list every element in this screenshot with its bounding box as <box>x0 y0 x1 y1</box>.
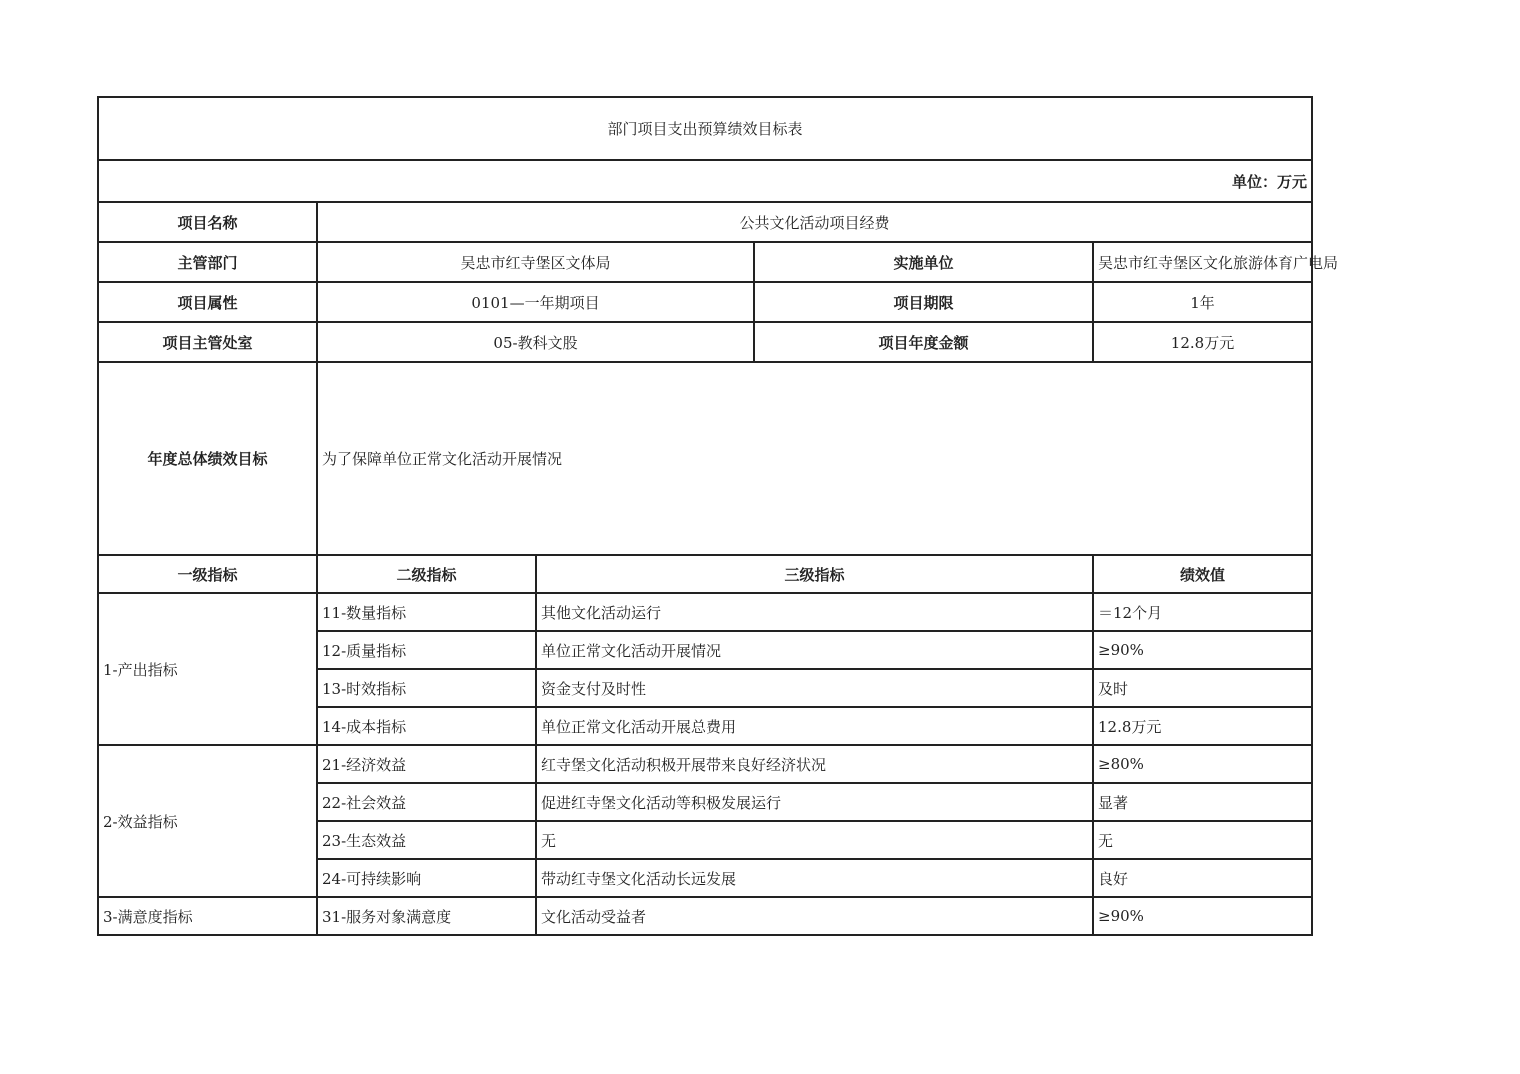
level2-indicator: 14-成本指标 <box>317 707 536 745</box>
performance-value: ≥80% <box>1093 745 1312 783</box>
level3-indicator: 无 <box>536 821 1093 859</box>
level3-indicator: 资金支付及时性 <box>536 669 1093 707</box>
level3-indicator: 红寺堡文化活动积极开展带来良好经济状况 <box>536 745 1093 783</box>
level3-indicator: 促进红寺堡文化活动等积极发展运行 <box>536 783 1093 821</box>
indicator-row <box>98 745 1312 783</box>
project-name-value: 公共文化活动项目经费 <box>317 202 1312 242</box>
dept-label: 主管部门 <box>98 242 317 282</box>
level1-indicator: 1-产出指标 <box>98 593 317 745</box>
header-level3: 三级指标 <box>536 555 1093 593</box>
header-level1: 一级指标 <box>98 555 317 593</box>
dept-value: 吴忠市红寺堡区文体局 <box>317 242 754 282</box>
office-label: 项目主管处室 <box>98 322 317 362</box>
performance-value: 显著 <box>1093 783 1312 821</box>
level2-indicator: 23-生态效益 <box>317 821 536 859</box>
performance-value: 12.8万元 <box>1093 707 1312 745</box>
header-level2: 二级指标 <box>317 555 536 593</box>
level2-indicator: 22-社会效益 <box>317 783 536 821</box>
impl-value: 吴忠市红寺堡区文化旅游体育广电局 <box>1093 242 1312 282</box>
level2-indicator: 13-时效指标 <box>317 669 536 707</box>
amount-label: 项目年度金额 <box>754 322 1093 362</box>
level3-indicator: 文化活动受益者 <box>536 897 1093 935</box>
performance-value: ≥90% <box>1093 631 1312 669</box>
office-value: 05-教科文股 <box>317 322 754 362</box>
project-name-label: 项目名称 <box>98 202 317 242</box>
page-title: 部门项目支出预算绩效目标表 <box>98 97 1312 160</box>
indicator-row <box>98 897 1312 935</box>
performance-value: ＝12个月 <box>1093 593 1312 631</box>
level3-indicator: 其他文化活动运行 <box>536 593 1093 631</box>
period-label: 项目期限 <box>754 282 1093 322</box>
level2-indicator: 31-服务对象满意度 <box>317 897 536 935</box>
level2-indicator: 11-数量指标 <box>317 593 536 631</box>
performance-value: 良好 <box>1093 859 1312 897</box>
goal-value: 为了保障单位正常文化活动开展情况 <box>317 362 1312 555</box>
level2-indicator: 21-经济效益 <box>317 745 536 783</box>
attr-label: 项目属性 <box>98 282 317 322</box>
impl-label: 实施单位 <box>754 242 1093 282</box>
performance-target-table <box>97 96 1339 936</box>
header-value: 绩效值 <box>1093 555 1312 593</box>
level1-indicator: 2-效益指标 <box>98 745 317 897</box>
performance-value: ≥90% <box>1093 897 1312 935</box>
level3-indicator: 带动红寺堡文化活动长远发展 <box>536 859 1093 897</box>
level3-indicator: 单位正常文化活动开展情况 <box>536 631 1093 669</box>
level2-indicator: 12-质量指标 <box>317 631 536 669</box>
level2-indicator: 24-可持续影响 <box>317 859 536 897</box>
performance-value: 及时 <box>1093 669 1312 707</box>
unit-label: 单位：万元 <box>98 160 1312 202</box>
indicator-row <box>98 593 1312 631</box>
attr-value: 0101—一年期项目 <box>317 282 754 322</box>
period-value: 1年 <box>1093 282 1312 322</box>
level3-indicator: 单位正常文化活动开展总费用 <box>536 707 1093 745</box>
amount-value: 12.8万元 <box>1093 322 1312 362</box>
performance-value: 无 <box>1093 821 1312 859</box>
goal-label: 年度总体绩效目标 <box>98 362 317 555</box>
level1-indicator: 3-满意度指标 <box>98 897 317 935</box>
